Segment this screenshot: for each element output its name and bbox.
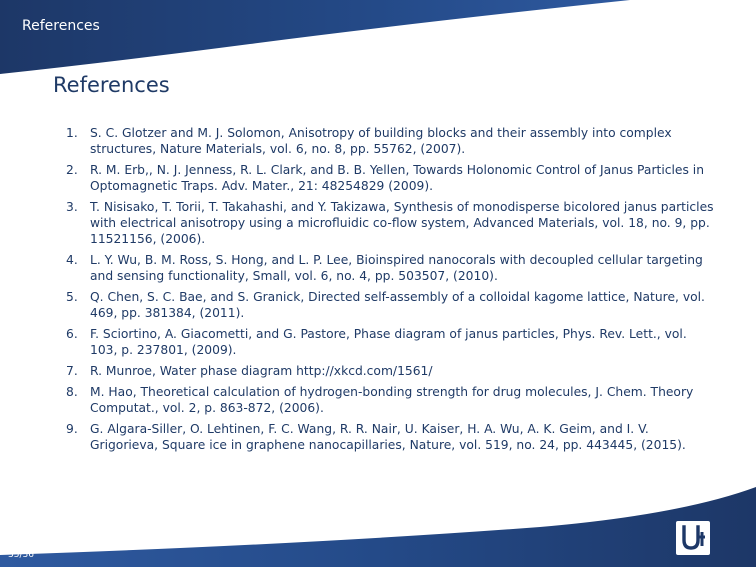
reference-text: Q. Chen, S. C. Bae, and S. Granick, Directed self-assembly of a colloidal kagome lattice, Nature, vol. 469, pp. 381384, (2011).	[90, 290, 705, 320]
footer-band	[0, 487, 756, 567]
reference-item	[66, 326, 714, 358]
reference-number: 7.	[66, 364, 78, 378]
reference-number: 4.	[66, 253, 78, 267]
reference-number: 9.	[66, 422, 78, 436]
reference-text: R. M. Erb,, N. J. Jenness, R. L. Clark, and B. B. Yellen, Towards Holonomic Control of Janus Particles in Optomagnetic Traps. Adv. Mater., 21: 48254829 (2009).	[90, 163, 705, 193]
frame-title: References	[53, 73, 170, 97]
reference-number: 5.	[66, 290, 78, 304]
reference-text: L. Y. Wu, B. M. Ross, S. Hong, and L. P. Lee, Bioinspired nanocorals with decoupled cellular targeting and sensing functionality, Small, vol. 6, no. 4, pp. 503507, (2010).	[90, 253, 703, 283]
university-logo-icon	[676, 521, 710, 555]
reference-item	[66, 199, 714, 247]
reference-text: G. Algara-Siller, O. Lehtinen, F. C. Wang, R. R. Nair, U. Kaiser, H. A. Wu, A. K. Geim, and I. V. Grigorieva, Square ice in graphene nanocapillaries, Nature, vol. 519, no. 24, pp. 443445, (2015).	[90, 422, 686, 452]
reference-text: S. C. Glotzer and M. J. Solomon, Anisotropy of building blocks and their assembly into complex structures, Nature Materials, vol. 6, no. 8, pp. 55762, (2007).	[90, 126, 672, 156]
reference-text: T. Nisisako, T. Torii, T. Takahashi, and Y. Takizawa, Synthesis of monodisperse bicolored janus particles with electrical anisotropy using a microfluidic co-flow system, Advanced Materials, vol. 18, no. 9, pp. 11521156, (2006).	[90, 200, 714, 246]
reference-item	[66, 125, 714, 157]
reference-item	[66, 252, 714, 284]
reference-item	[66, 289, 714, 321]
reference-item	[66, 162, 714, 194]
reference-item	[66, 384, 714, 416]
reference-number: 1.	[66, 126, 78, 140]
page-number: 35/36	[8, 550, 34, 560]
reference-number: 8.	[66, 385, 78, 399]
reference-item	[66, 421, 714, 453]
reference-list	[66, 125, 714, 458]
reference-number: 3.	[66, 200, 78, 214]
reference-number: 6.	[66, 327, 78, 341]
header-title: References	[22, 18, 100, 34]
reference-text: F. Sciortino, A. Giacometti, and G. Pastore, Phase diagram of janus particles, Phys. Rev. Lett., vol. 103, p. 237801, (2009).	[90, 327, 687, 357]
reference-text: R. Munroe, Water phase diagram http://xkcd.com/1561/	[90, 364, 433, 378]
reference-text: M. Hao, Theoretical calculation of hydrogen-bonding strength for drug molecules, J. Chem. Theory Computat., vol. 2, p. 863-872, (2006).	[90, 385, 694, 415]
header-band	[0, 0, 756, 80]
reference-number: 2.	[66, 163, 78, 177]
reference-item	[66, 363, 714, 379]
